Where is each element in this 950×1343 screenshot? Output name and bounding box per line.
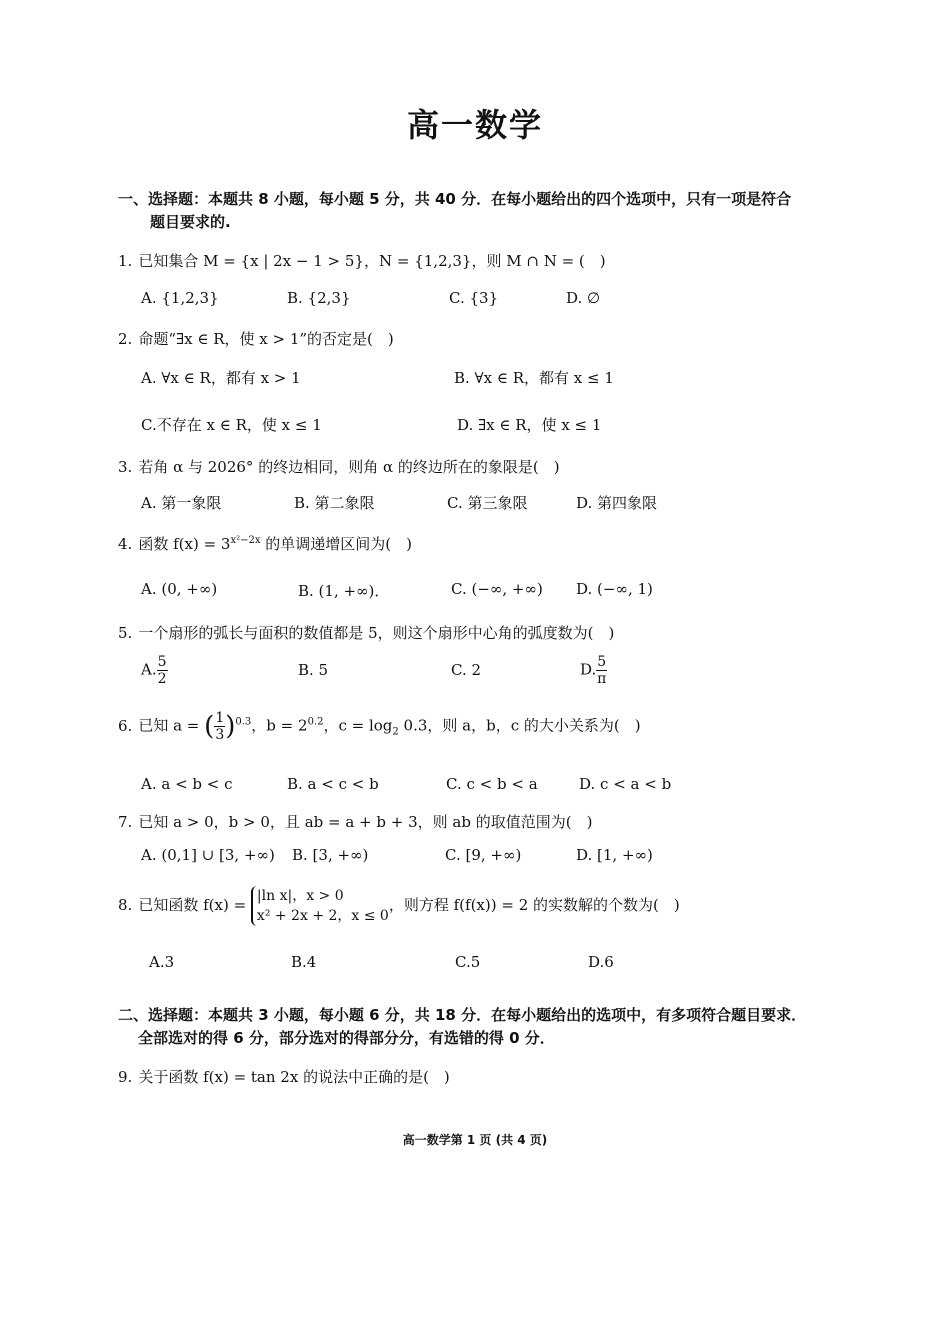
- section-one-line1: 一、选择题：本题共 8 小题，每小题 5 分，共 40 分．在每小题给出的四个选项中，只有一项是符合: [118, 190, 792, 208]
- question-9-stem: 关于函数 f(x) = tan 2x 的说法中正确的是( ): [138, 1068, 450, 1086]
- q3-option-a: A. 第一象限: [141, 494, 222, 512]
- page-title: 高一数学: [406, 106, 543, 144]
- q5-option-d-fraction: [596, 654, 607, 687]
- piecewise-brace: [251, 886, 389, 926]
- q5-option-d: [580, 654, 607, 687]
- question-number: 1.: [118, 252, 133, 270]
- question-6-fraction: [214, 710, 225, 743]
- q8-option-c: C.5: [455, 953, 481, 971]
- question-8: [118, 886, 680, 926]
- q5-option-a: [141, 654, 168, 687]
- q4-option-c: C. (−∞, +∞): [451, 580, 543, 598]
- q6-option-a: A. a < b < c: [141, 775, 233, 793]
- fraction-denominator: 3: [215, 727, 225, 743]
- section-two-instructions: [118, 1004, 838, 1050]
- q5-option-b: B. 5: [298, 661, 329, 679]
- question-4-stem-pre: 函数 f(x) = 3: [138, 535, 231, 553]
- question-number: 7.: [118, 813, 133, 831]
- q2-option-d: D. ∃x ∈ R，使 x ≤ 1: [457, 416, 602, 434]
- section-one-line2: 题目要求的.: [150, 213, 231, 231]
- q6-option-b: B. a < c < b: [287, 775, 379, 793]
- q7-option-c: C. [9, +∞): [445, 846, 522, 864]
- section-one-instructions: [118, 188, 818, 234]
- q3-option-d: D. 第四象限: [576, 494, 658, 512]
- question-6-stem-pre: 已知 a =: [138, 716, 200, 735]
- question-8-stem-post: ，则方程 f(f(x)) = 2 的实数解的个数为( ): [388, 896, 680, 914]
- question-6-exponent-b: 0.2: [307, 716, 324, 728]
- q7-option-b: B. [3, +∞): [292, 846, 369, 864]
- q5-option-c: C. 2: [451, 661, 482, 679]
- q4-option-b: B. (1, +∞)．: [298, 582, 390, 600]
- q7-option-a: A. (0,1] ∪ [3, +∞): [141, 846, 275, 864]
- q3-option-c: C. 第三象限: [447, 494, 528, 512]
- question-6: 6. 已知 a = ( $\frac{1}{3}$ )$^{0.3}$，$b = 2^{0.2}$，$c = \log_2 0.3$，则 a，b，c 的大小关系为( ): [118, 710, 641, 743]
- q2-option-c: C.不存在 x ∈ R，使 x ≤ 1: [141, 416, 322, 434]
- q8-option-b: B.4: [291, 953, 317, 971]
- fraction-numerator: 5: [597, 654, 607, 670]
- q5-option-d-label: D.: [580, 660, 597, 679]
- q1-option-a: A. {1,2,3}: [141, 289, 219, 307]
- q6-option-c: C. c < b < a: [446, 775, 538, 793]
- q4-option-a: A. (0, +∞): [141, 580, 218, 598]
- question-number: 4.: [118, 535, 133, 553]
- question-number: 2.: [118, 330, 133, 348]
- question-2: [118, 328, 394, 349]
- q1-option-d: D. ∅: [566, 289, 601, 307]
- q3-option-b: B. 第二象限: [294, 494, 375, 512]
- question-1-stem: 已知集合 M = {x | 2x − 1 > 5}，N = {1,2,3}，则 M ∩ N = ( ): [138, 252, 606, 270]
- question-1: [118, 250, 606, 271]
- q6-option-d: D. c < a < b: [579, 775, 672, 793]
- question-6-log-base: 2: [392, 726, 399, 738]
- question-number: 9.: [118, 1068, 133, 1086]
- question-number: 3.: [118, 458, 133, 476]
- section-two-line1: 二、选择题：本题共 3 小题，每小题 6 分，共 18 分．在每小题给出的选项中，有多项符合题目要求．: [118, 1006, 807, 1024]
- question-5: [118, 622, 614, 643]
- question-4-stem-post: 的单调递增区间为( ): [260, 535, 412, 553]
- q7-option-d: D. [1, +∞): [576, 846, 653, 864]
- question-2-stem: 命题“∃x ∈ R，使 x > 1”的否定是( ): [138, 330, 394, 348]
- page-footer: 高一数学第 1 页 (共 4 页): [402, 1133, 548, 1147]
- question-6-stem-mid: ，b = 2: [251, 716, 308, 735]
- question-number: 5.: [118, 624, 133, 642]
- question-3-stem: 若角 α 与 2026° 的终边相同，则角 α 的终边所在的象限是( ): [138, 458, 560, 476]
- question-5-stem: 一个扇形的弧长与面积的数值都是 5，则这个扇形中心角的弧度数为( ): [138, 624, 615, 642]
- question-4: [118, 533, 412, 554]
- q5-option-a-fraction: [157, 654, 168, 687]
- question-number: 6.: [118, 716, 133, 735]
- q1-option-b: B. {2,3}: [287, 289, 351, 307]
- q5-option-a-label: A.: [141, 660, 157, 679]
- piecewise-case-2: x² + 2x + 2，x ≤ 0: [256, 908, 389, 924]
- fraction-denominator: 2: [157, 671, 167, 687]
- fraction-numerator: 5: [157, 654, 167, 670]
- question-6-stem-mid2: ，c = log: [323, 716, 393, 735]
- q2-option-a: A. ∀x ∈ R，都有 x > 1: [141, 369, 301, 387]
- q2-option-b: B. ∀x ∈ R，都有 x ≤ 1: [454, 369, 614, 387]
- question-6-exponent-a: 0.3: [235, 716, 252, 728]
- q4-option-d: D. (−∞, 1): [576, 580, 653, 598]
- q1-option-c: C. {3}: [449, 289, 499, 307]
- question-6-stem-post: 0.3，则 a，b，c 的大小关系为( ): [398, 716, 641, 735]
- fraction-denominator: π: [597, 671, 607, 687]
- question-9: [118, 1066, 450, 1087]
- question-number: 8.: [118, 896, 133, 914]
- question-7: [118, 811, 592, 832]
- q8-option-a: A.3: [149, 953, 175, 971]
- q8-option-d: D.6: [588, 953, 614, 971]
- question-3: [118, 456, 560, 477]
- section-two-line2: 全部选对的得 6 分，部分选对的得部分分，有选错的得 0 分．: [138, 1029, 555, 1047]
- question-8-stem-pre: 已知函数 f(x) =: [138, 896, 247, 914]
- fraction-numerator: 1: [215, 710, 225, 726]
- question-4-exponent: x²−2x: [230, 535, 261, 546]
- question-7-stem: 已知 a > 0，b > 0，且 ab = a + b + 3，则 ab 的取值范围为( ): [138, 813, 593, 831]
- piecewise-case-1: |ln x|，x > 0: [256, 888, 344, 904]
